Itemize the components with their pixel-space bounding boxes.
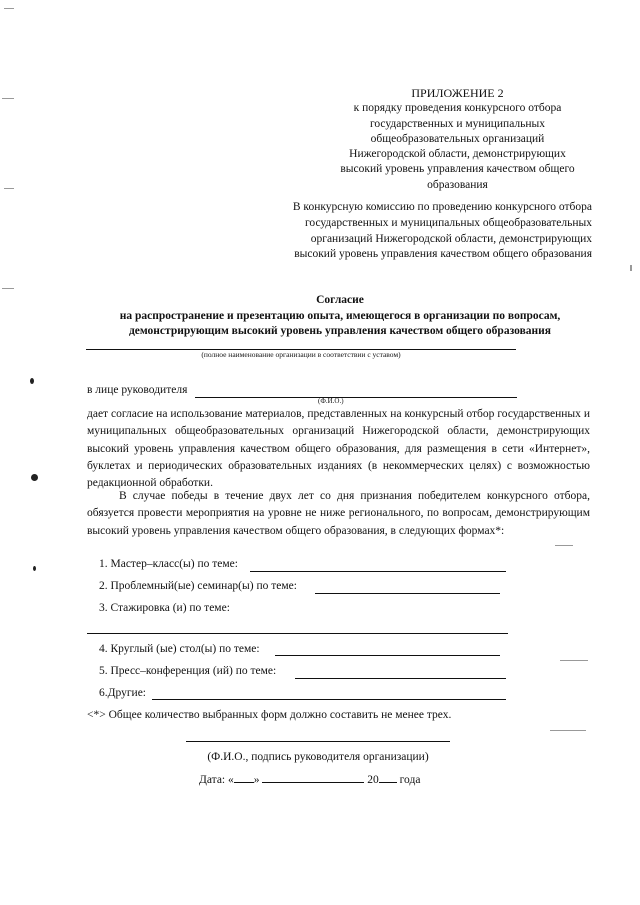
other-field[interactable] [152, 699, 506, 700]
scan-mark [550, 730, 586, 731]
document-title [80, 293, 600, 340]
obligation-paragraph: В случае победы в течение двух лет со дня признания победителем конкурсного отбора, обязуется провести мероприятия на уровне не ниже регионального, по вопросам, демонстрирующим высокий уровень управления качеством общего образования, в следующих формах*: [87, 490, 590, 537]
form-item-internship: 3. Стажировка (и) по теме: [99, 602, 230, 614]
scan-mark [2, 98, 14, 99]
round-table-field[interactable] [275, 655, 500, 656]
appendix-header [320, 86, 595, 193]
scan-mark [4, 8, 14, 9]
addressee-line: В конкурсную комиссию по проведению конкурсного отбора [292, 201, 592, 213]
scan-mark [2, 288, 14, 289]
seminar-field[interactable] [315, 593, 500, 594]
addressee-line: организаций Нижегородской области, демонстрирующих [310, 232, 592, 245]
appendix-line: государственных и муниципальных [369, 117, 546, 130]
date-label: Дата: [199, 774, 226, 786]
year-field[interactable] [379, 772, 397, 783]
scan-mark [33, 566, 36, 571]
appendix-title: ПРИЛОЖЕНИЕ 2 [411, 86, 504, 100]
addressee-block [252, 200, 592, 263]
appendix-line: образования [427, 178, 488, 191]
addressee-line: государственных и муниципальных общеобразовательных [304, 216, 592, 229]
form-item-master-class: 1. Мастер–класс(ы) по теме: [99, 558, 238, 570]
date-close-quote: » [253, 774, 260, 786]
addressee-line: высокий уровень управления качеством общего образования [294, 248, 592, 261]
scan-mark [4, 188, 14, 189]
appendix-line: общеобразовательных организаций [370, 132, 545, 145]
press-conference-field[interactable] [295, 678, 506, 679]
year-prefix: 20 [367, 774, 379, 786]
scan-mark [560, 660, 588, 661]
title-heading: Согласие [316, 294, 364, 306]
form-item-press-conference: 5. Пресс–конференция (ий) по теме: [99, 665, 277, 677]
title-line: на распространение и презентацию опыта, имеющегося в организации по вопросам, [119, 309, 561, 322]
internship-field[interactable] [87, 633, 508, 634]
footnote: <*> Общее количество выбранных форм должно составить не менее трех. [87, 709, 452, 721]
scan-mark [630, 265, 632, 271]
date-row [199, 772, 420, 786]
day-field[interactable] [234, 772, 254, 783]
consent-paragraph: дает согласие на использование материалов, представленных на конкурсный отбор государственных и муниципальных общеобразовательных организаций Нижегородской области, демонстрирующих высокий уровень управления качеством общего образования, для размещения в сети «Интернет», буклетах и периодических образовательных изданиях (в некоммерческих целях) с возможностью редакционной обработки. [87, 408, 590, 490]
form-item-round-table: 4. Круглый (ые) стол(ы) по теме: [99, 643, 260, 655]
appendix-line: Нижегородской области, демонстрирующих [349, 148, 566, 161]
month-field[interactable] [262, 772, 364, 783]
organization-caption: (полное наименование организации в соответствии с уставом) [201, 350, 401, 359]
form-item-seminar: 2. Проблемный(ые) семинар(ы) по теме: [99, 580, 297, 592]
scan-mark [555, 545, 573, 546]
appendix-line: высокий уровень управления качеством общего [340, 163, 575, 176]
scan-mark [31, 474, 38, 481]
appendix-line: к порядку проведения конкурсного отбора [353, 102, 562, 115]
date-open-quote: « [228, 774, 234, 786]
form-item-other: 6.Другие: [99, 687, 146, 699]
master-class-field[interactable] [250, 571, 506, 572]
fio-caption: (Ф.И.О.) [318, 397, 344, 405]
signature-field[interactable] [186, 741, 450, 742]
leader-label: в лице руководителя [87, 384, 188, 396]
title-line: демонстрирующим высокий уровень управления качеством общего образования [128, 325, 552, 338]
leader-name-field[interactable] [195, 397, 517, 398]
signature-caption: (Ф.И.О., подпись руководителя организации) [207, 751, 429, 763]
year-suffix: года [399, 774, 421, 786]
scan-mark [30, 378, 34, 384]
